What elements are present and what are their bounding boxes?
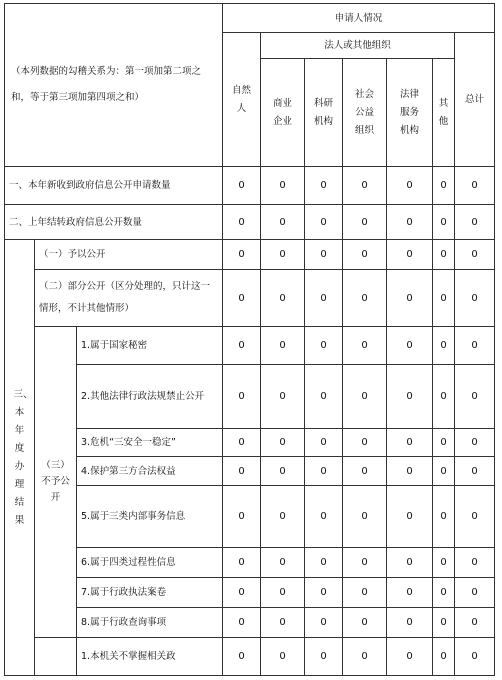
cell-value: 0 (455, 486, 495, 548)
applicant-header: 申请人情况 (223, 4, 495, 33)
cell-value: 0 (343, 365, 387, 429)
cell-value: 0 (455, 205, 495, 240)
cell-value: 0 (433, 486, 455, 548)
cell-value: 0 (343, 167, 387, 205)
cell-value: 0 (387, 457, 433, 486)
row-label: 3.危机“三安全一稳定” (77, 429, 223, 457)
cell-value: 0 (455, 365, 495, 429)
cell-value: 0 (261, 486, 305, 548)
table-row (5, 638, 495, 676)
cell-value: 0 (455, 270, 495, 327)
not-public-label: （三）不予公开 (35, 327, 77, 638)
cell-value: 0 (343, 270, 387, 327)
cell-value: 0 (223, 457, 261, 486)
cell-value: 0 (455, 327, 495, 365)
row-label: 5.属于三类内部事务信息 (77, 486, 223, 548)
row-label: （二）部分公开（区分处理的，只计这一情形，不计其他情形） (35, 270, 223, 327)
cell-value: 0 (343, 608, 387, 638)
table-row (5, 457, 495, 486)
commercial-header: 商业企业 (261, 59, 305, 167)
cell-value: 0 (223, 638, 261, 676)
row-label: 1.本机关不掌握相关政 (77, 638, 223, 676)
table-row (5, 365, 495, 429)
cell-value: 0 (223, 270, 261, 327)
cell-value: 0 (387, 608, 433, 638)
cell-value: 0 (261, 205, 305, 240)
legal-service-header: 法律服务机构 (387, 59, 433, 167)
row-label: 2.其他法律行政法规禁止公开 (77, 365, 223, 429)
cell-value: 0 (387, 270, 433, 327)
cell-value: 0 (455, 638, 495, 676)
cell-value: 0 (387, 429, 433, 457)
cell-value: 0 (387, 167, 433, 205)
cell-value: 0 (261, 429, 305, 457)
row-label: 一、本年新收到政府信息公开申请数量 (5, 167, 223, 205)
cell-value: 0 (305, 548, 343, 578)
cell-value: 0 (261, 638, 305, 676)
table-row (5, 578, 495, 608)
cell-value: 0 (223, 548, 261, 578)
cell-value: 0 (223, 578, 261, 608)
public-welfare-header: 社会公益组织 (343, 59, 387, 167)
table-row (5, 548, 495, 578)
research-header: 科研机构 (305, 59, 343, 167)
table-row (5, 240, 495, 270)
cell-value: 0 (223, 608, 261, 638)
cell-value: 0 (387, 486, 433, 548)
cell-value: 0 (305, 578, 343, 608)
cell-value: 0 (305, 327, 343, 365)
cell-value: 0 (343, 578, 387, 608)
table-row (5, 327, 495, 365)
cell-value: 0 (261, 578, 305, 608)
cell-value: 0 (433, 167, 455, 205)
legal-entity-header: 法人或其他组织 (261, 33, 455, 59)
cell-value: 0 (261, 240, 305, 270)
cell-value: 0 (455, 167, 495, 205)
cell-value: 0 (261, 327, 305, 365)
cell-value: 0 (433, 365, 455, 429)
cell-value: 0 (455, 429, 495, 457)
cell-value: 0 (387, 638, 433, 676)
cell-value: 0 (261, 457, 305, 486)
cell-value: 0 (433, 240, 455, 270)
row-label: 4.保护第三方合法权益 (77, 457, 223, 486)
table-row (5, 167, 495, 205)
table-row (5, 429, 495, 457)
other-header: 其他 (433, 59, 455, 167)
cell-value: 0 (343, 457, 387, 486)
cell-value: 0 (261, 548, 305, 578)
cell-value: 0 (433, 270, 455, 327)
cell-value: 0 (433, 327, 455, 365)
row-label: （一）予以公开 (35, 240, 223, 270)
cell-value: 0 (455, 548, 495, 578)
cell-value: 0 (387, 578, 433, 608)
total-header: 总计 (455, 33, 495, 167)
cell-value: 0 (343, 638, 387, 676)
cell-value: 0 (223, 167, 261, 205)
cell-value: 0 (455, 457, 495, 486)
cell-value: 0 (261, 270, 305, 327)
empty-cell (35, 638, 77, 676)
cell-value: 0 (305, 240, 343, 270)
row-label: 6.属于四类过程性信息 (77, 548, 223, 578)
table-row (5, 608, 495, 638)
section3-label: 三、本年度办理结果 (5, 240, 35, 676)
row-label: 7.属于行政执法案卷 (77, 578, 223, 608)
cell-value: 0 (433, 578, 455, 608)
cell-value: 0 (433, 548, 455, 578)
table-row (5, 205, 495, 240)
cell-value: 0 (223, 205, 261, 240)
cell-value: 0 (343, 240, 387, 270)
cell-value: 0 (305, 270, 343, 327)
cell-value: 0 (305, 638, 343, 676)
cell-value: 0 (305, 486, 343, 548)
cell-value: 0 (261, 167, 305, 205)
table-row (5, 270, 495, 327)
cell-value: 0 (261, 365, 305, 429)
cell-value: 0 (305, 167, 343, 205)
table-row (5, 486, 495, 548)
cell-value: 0 (433, 205, 455, 240)
cell-value: 0 (387, 365, 433, 429)
cell-value: 0 (387, 327, 433, 365)
cell-value: 0 (223, 365, 261, 429)
disclosure-table (4, 3, 495, 676)
cell-value: 0 (343, 429, 387, 457)
cell-value: 0 (261, 608, 305, 638)
cell-value: 0 (305, 205, 343, 240)
cell-value: 0 (343, 327, 387, 365)
cell-value: 0 (455, 578, 495, 608)
cell-value: 0 (433, 429, 455, 457)
cell-value: 0 (455, 240, 495, 270)
cell-value: 0 (343, 548, 387, 578)
row-label: 二、上年结转政府信息公开数量 (5, 205, 223, 240)
cell-value: 0 (387, 205, 433, 240)
cell-value: 0 (223, 486, 261, 548)
cell-value: 0 (387, 240, 433, 270)
cell-value: 0 (433, 608, 455, 638)
cell-value: 0 (305, 429, 343, 457)
cell-value: 0 (305, 608, 343, 638)
corner-note: （本列数据的勾稽关系为：第一项加第二项之和，等于第三项加第四项之和） (5, 4, 223, 167)
row-label: 1.属于国家秘密 (77, 327, 223, 365)
cell-value: 0 (223, 327, 261, 365)
cell-value: 0 (223, 240, 261, 270)
cell-value: 0 (433, 638, 455, 676)
cell-value: 0 (305, 365, 343, 429)
cell-value: 0 (343, 205, 387, 240)
cell-value: 0 (455, 608, 495, 638)
cell-value: 0 (387, 548, 433, 578)
cell-value: 0 (343, 486, 387, 548)
cell-value: 0 (433, 457, 455, 486)
cell-value: 0 (305, 457, 343, 486)
row-label: 8.属于行政查询事项 (77, 608, 223, 638)
cell-value: 0 (223, 429, 261, 457)
natural-person-header: 自然人 (223, 33, 261, 167)
